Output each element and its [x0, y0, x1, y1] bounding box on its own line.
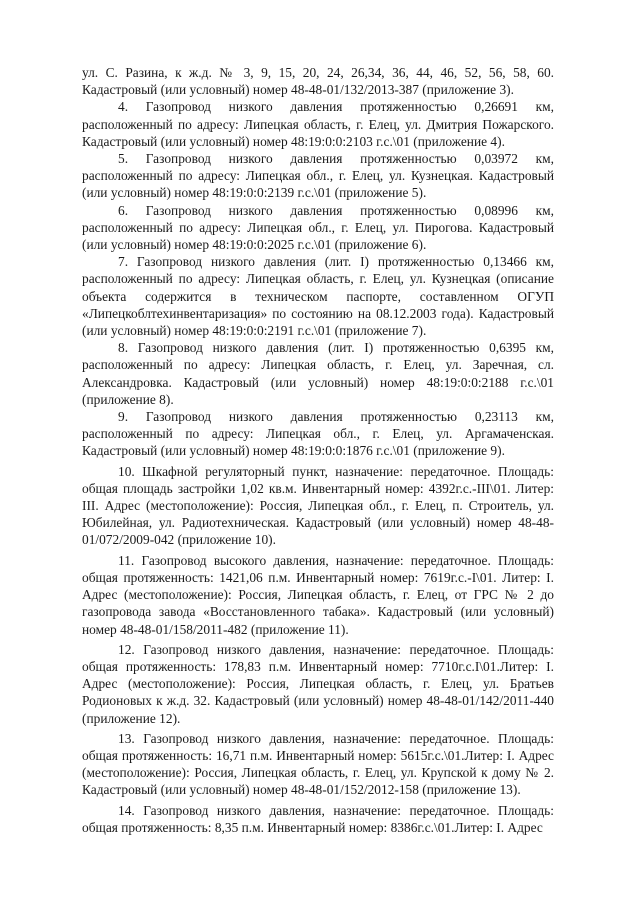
paragraph-item-9: 9. Газопровод низкого давления протяженностью 0,23113 км, расположенный по адресу: Липецкая обл., г. Елец, ул. Аргамаченская. Кадастровый (или условный) номер 48:19:0:0:1876 г.с.\01 (приложение 9).: [82, 409, 554, 459]
paragraph-item-11: 11. Газопровод высокого давления, назначение: передаточное. Площадь: общая протяженность: 1421,06 п.м. Инвентарный номер: 7619г.с.-I\01. Литер: I. Адрес (местоположение): Россия, Липецкая область, г. Елец, от ГРС № 2 до газопровода завода «Восстановленного табака». Кадастровый (или условный) номер 48-48-01/158/2011-482 (приложение 11).: [82, 552, 554, 637]
paragraph-item-12: 12. Газопровод низкого давления, назначение: передаточное. Площадь: общая протяженность: 178,83 п.м. Инвентарный номер: 7710г.с.I\01.Литер: I. Адрес (местоположение): Россия, Липецкая область, г. Елец, ул. Братьев Родионовых к ж.д. 32. Кадастровый (или условный) номер 48-48-01/142/2011-440 (приложение 12).: [82, 641, 554, 726]
paragraph-item-5: 5. Газопровод низкого давления протяженностью 0,03972 км, расположенный по адресу: Липецкая обл., г. Елец, ул. Кузнецкая. Кадастровый (или условный) номер 48:19:0:0:2139 г.с.\01 (приложение 5).: [82, 151, 554, 201]
paragraph-item-14: 14. Газопровод низкого давления, назначение: передаточное. Площадь: общая протяженность: 8,35 п.м. Инвентарный номер: 8386г.с.\01.Литер: I. Адрес: [82, 802, 554, 835]
paragraph-item-4: 4. Газопровод низкого давления протяженностью 0,26691 км, расположенный по адресу: Липецкая область, г. Елец, ул. Дмитрия Пожарского. Кадастровый (или условный) номер 48:19:0:0:2103 г.с.\01 (приложение 4).: [82, 99, 554, 149]
paragraph-item-8: 8. Газопровод низкого давления (лит. I) протяженностью 0,6395 км, расположенный по адресу: Липецкая область, г. Елец, ул. Заречная, сл. Александровка. Кадастровый (или условный) номер 48:19:0:0:2188 г.с.\01 (приложение 8).: [82, 340, 554, 407]
paragraph-item-13: 13. Газопровод низкого давления, назначение: передаточное. Площадь: общая протяженность: 16,71 п.м. Инвентарный номер: 5615г.с.\01.Литер: I. Адрес (местоположение): Россия, Липецкая область, г. Елец, ул. Крупской к дому № 2. Кадастровый (или условный) номер 48-48-01/152/2012-158 (приложение 13).: [82, 730, 554, 798]
paragraph-item-6: 6. Газопровод низкого давления протяженностью 0,08996 км, расположенный по адресу: Липецкая обл., г. Елец, ул. Пирогова. Кадастровый (или условный) номер 48:19:0:0:2025 г.с.\01 (приложение 6).: [82, 202, 554, 253]
paragraph-item-7: 7. Газопровод низкого давления (лит. I) протяженностью 0,13466 км, расположенный по адресу: Липецкая область, г. Елец, ул. Кузнецкая (описание объекта содержится в техническом паспорте, составленном ОГУП «Липецкоблтехинвентаризация» по состоянию на 08.12.2003 года). Кадастровый (или условный) номер 48:19:0:0:2191 г.с.\01 (приложение 7).: [82, 254, 554, 339]
document-page: [82, 64, 554, 836]
paragraph-continuation: ул. С. Разина, к ж.д. № 3, 9, 15, 20, 24, 26,34, 36, 44, 46, 52, 56, 58, 60. Кадастровый (или условный) номер 48-48-01/132/2013-387 (приложение 3).: [82, 65, 554, 98]
paragraph-item-10: 10. Шкафной регуляторный пункт, назначение: передаточное. Площадь: общая площадь застройки 1,02 кв.м. Инвентарный номер: 4392г.с.-III\01. Литер: III. Адрес (местоположение): Россия, Липецкая обл., г. Елец, п. Строитель, ул. Юбилейная, ул. Радиотехническая. Кадастровый (или условный) номер 48-48-01/072/2009-042 (приложение 10).: [82, 463, 554, 548]
